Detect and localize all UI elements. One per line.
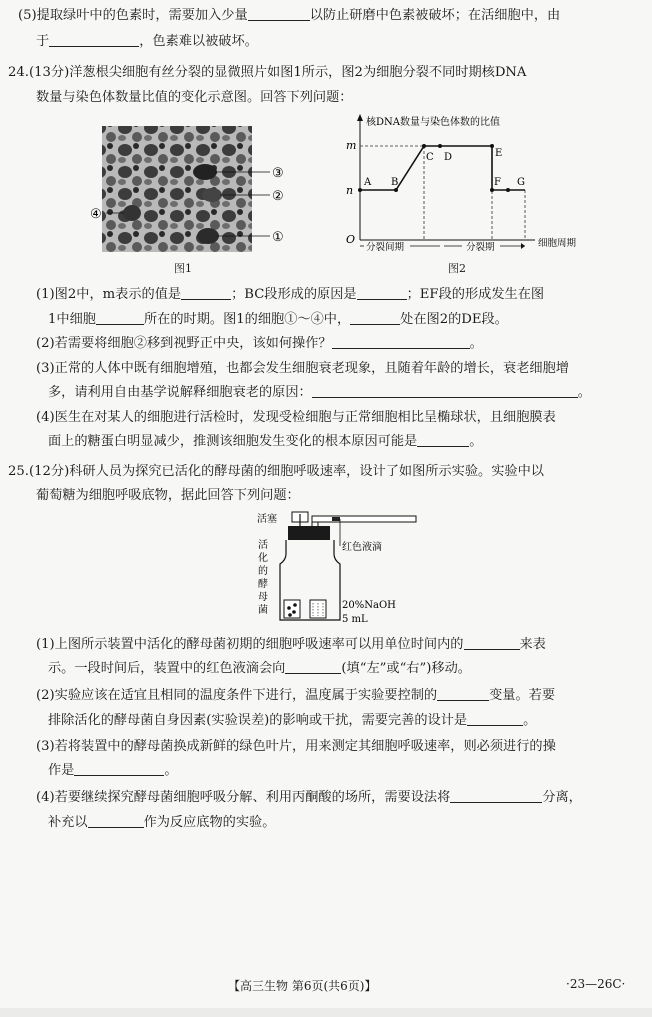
answer-blank[interactable] <box>450 788 542 803</box>
q24-4-line2 <box>48 432 482 452</box>
text: 作是 <box>48 763 75 778</box>
text: 多，请利用自由基学说解释细胞衰老的原因： <box>48 385 312 400</box>
text: 变量。若要 <box>489 688 556 703</box>
svg-text:母: 母 <box>258 592 268 603</box>
point-label-c: C <box>426 152 434 163</box>
svg-text:的: 的 <box>258 566 268 577</box>
glass-tube <box>312 516 416 522</box>
stopper <box>288 526 330 540</box>
volume-label: 5 mL <box>342 614 368 625</box>
valve-label: 活塞 <box>257 514 277 525</box>
yeast-beaker <box>284 600 300 618</box>
text: (1)图2中，m表示的值是 <box>36 287 182 302</box>
figure-2-graph <box>340 112 590 260</box>
svg-text:酵: 酵 <box>258 579 268 590</box>
text: ；EF段的形成发生在图 <box>406 287 545 302</box>
origin-label: O <box>346 233 356 246</box>
y-axis-label: 核DNA数量与染色体数的比值 <box>366 117 500 128</box>
cell-label-1: ① <box>272 230 284 245</box>
figure-2-caption: 图2 <box>448 262 466 275</box>
yeast-apparatus-diagram <box>248 506 428 630</box>
y-tick-n: n <box>346 184 354 197</box>
text: 补充以 <box>48 815 88 830</box>
point-label-d: D <box>444 152 453 163</box>
answer-blank[interactable] <box>285 659 341 674</box>
q25-intro-line1: 25.(12分)科研人员为探究已活化的酵母菌的细胞呼吸速率，设计了如图所示实验。实验中以 <box>8 464 544 479</box>
page-footer-title: 【高三生物 第6页(共6页)】 <box>228 979 377 993</box>
text: 。 <box>469 336 483 351</box>
text: 于 <box>36 34 50 49</box>
answer-blank[interactable] <box>437 686 489 701</box>
text: 以防止研磨中色素被破坏；在活细胞中，由 <box>309 8 561 23</box>
answer-blank[interactable] <box>357 285 407 300</box>
text: 。 <box>577 385 591 400</box>
q25-4-line2 <box>48 813 275 833</box>
drop-label: 红色液滴 <box>342 542 382 553</box>
text: (填“左”或“右”)移动。 <box>341 661 471 676</box>
q24-intro-line2: 数量与染色体数量比值的变化示意图。回答下列问题： <box>36 90 353 105</box>
text: 作为反应底物的实验。 <box>143 815 276 830</box>
q24-3-line2 <box>48 383 591 403</box>
q24-intro-line1: 24.(13分)洋葱根尖细胞有丝分裂的显微照片如图1所示，图2为细胞分裂不同时期核DNA <box>8 65 527 80</box>
text: (2)实验应该在适宜且相同的温度条件下进行，温度属于实验要控制的 <box>36 688 438 703</box>
text: 来表 <box>519 637 546 652</box>
figure-1-micrograph <box>90 120 300 280</box>
x-axis-label: 细胞周期 <box>538 238 577 249</box>
q24-1-line2 <box>48 310 508 330</box>
q25-1-line1 <box>36 635 546 655</box>
text: ，色素难以被破坏。 <box>139 34 258 49</box>
svg-text:活: 活 <box>258 540 268 551</box>
q23-5-line1 <box>18 6 560 26</box>
q25-3-line2 <box>48 761 178 781</box>
q25-2-line1 <box>36 686 555 706</box>
point-label-e: E <box>495 148 503 159</box>
red-drop <box>332 517 340 521</box>
answer-blank[interactable] <box>332 334 470 349</box>
mitosis-label: 分裂期 <box>466 242 495 253</box>
svg-text:菌: 菌 <box>258 605 268 616</box>
interphase-label: 分裂间期 <box>366 242 405 253</box>
text: (4)若要继续探究酵母菌细胞呼吸分解、利用丙酮酸的场所，需要设法将 <box>36 790 451 805</box>
text: (2)若需要将细胞②移到视野正中央，该如何操作？ <box>36 336 332 351</box>
text: 示。一段时间后，装置中的红色液滴会向 <box>48 661 286 676</box>
yeast-label <box>258 539 268 616</box>
text: 1中细胞 <box>48 312 96 327</box>
naoh-label: 20%NaOH <box>342 600 396 611</box>
answer-blank[interactable] <box>467 711 523 726</box>
q24-2-line <box>36 334 483 354</box>
text: 处在图2的DE段。 <box>400 312 508 327</box>
text: 排除活化的酵母菌自身因素(实验误差)的影响或干扰，需要完善的设计是 <box>48 713 468 728</box>
micrograph-image <box>102 126 252 252</box>
q24-1-line1 <box>36 285 544 305</box>
point-label-a: A <box>364 177 372 188</box>
q25-3-line1: (3)若将装置中的酵母菌换成新鲜的绿色叶片，用来测定其细胞呼吸速率，则必须进行的操 <box>36 739 556 754</box>
q25-1-line2 <box>48 659 471 679</box>
y-tick-m: m <box>346 139 357 152</box>
q25-intro-line2: 葡萄糖为细胞呼吸底物，据此回答下列问题： <box>36 488 300 503</box>
answer-blank[interactable] <box>74 761 164 776</box>
scan-edge <box>0 1008 652 1017</box>
point-label-b: B <box>391 177 399 188</box>
q24-4-line1: (4)医生在对某人的细胞进行活检时，发现受检细胞与正常细胞相比呈椭球状，且细胞膜表 <box>36 410 556 425</box>
text: 面上的糖蛋白明显减少，推测该细胞发生变化的根本原因可能是 <box>48 434 418 449</box>
q25-2-line2 <box>48 711 536 731</box>
answer-blank[interactable] <box>49 32 139 47</box>
text: 。 <box>469 434 483 449</box>
text: 分离， <box>542 790 582 805</box>
answer-blank[interactable] <box>181 285 231 300</box>
answer-blank[interactable] <box>96 310 144 325</box>
cell-label-4: ④ <box>90 207 102 222</box>
cell-label-3: ③ <box>272 166 284 181</box>
text: ；BC段形成的原因是 <box>231 287 357 302</box>
figure-1-caption: 图1 <box>174 262 192 275</box>
text: 。 <box>523 713 537 728</box>
answer-blank[interactable] <box>248 6 310 21</box>
point-label-g: G <box>517 177 525 188</box>
text: (1)上图所示装置中活化的酵母菌初期的细胞呼吸速率可以用单位时间内的 <box>36 637 464 652</box>
answer-blank[interactable] <box>312 383 578 398</box>
point-label-f: F <box>494 177 501 188</box>
text: 。 <box>164 763 178 778</box>
svg-text:化: 化 <box>258 553 268 564</box>
q23-5-line2 <box>36 32 258 52</box>
answer-blank[interactable] <box>417 432 469 447</box>
text: (5)提取绿叶中的色素时，需要加入少量 <box>18 8 248 23</box>
q24-3-line1: (3)正常的人体中既有细胞增殖，也都会发生细胞衰老现象，且随着年龄的增长，衰老细胞增 <box>36 361 569 376</box>
answer-blank[interactable] <box>350 310 400 325</box>
text: 所在的时期。图1的细胞①～④中， <box>143 312 351 327</box>
cell-label-2: ② <box>272 189 284 204</box>
answer-blank[interactable] <box>464 635 520 650</box>
page-footer-code: ·23—26C· <box>566 977 626 991</box>
answer-blank[interactable] <box>88 813 144 828</box>
q25-4-line1 <box>36 788 582 808</box>
